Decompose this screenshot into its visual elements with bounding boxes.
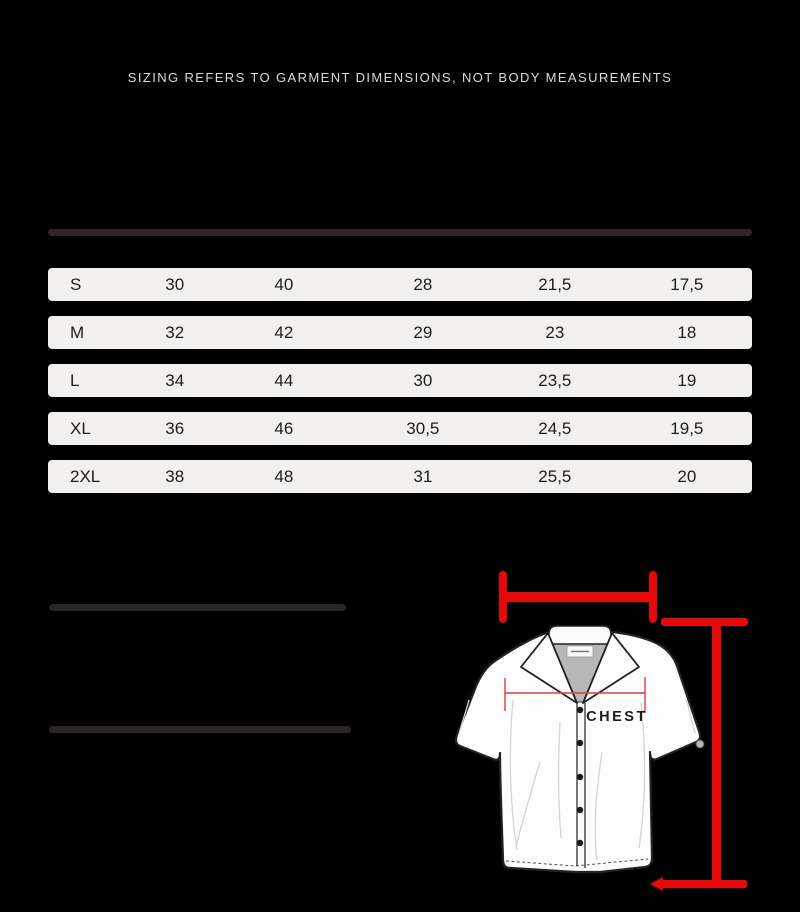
measurement-value: 48 <box>274 466 294 486</box>
note-divider-bottom <box>49 726 351 733</box>
measurement-value: 36 <box>165 418 185 438</box>
measurement-value: 19 <box>677 370 697 390</box>
sizing-disclaimer-text: SIZING REFERS TO GARMENT DIMENSIONS, NOT BODY MEASUREMENTS <box>127 70 673 85</box>
measurement-value: 30,5 <box>406 418 440 438</box>
measurement-value: 19,5 <box>670 418 704 438</box>
shirt-measurement-diagram <box>440 560 800 912</box>
length-arrowhead <box>650 877 663 891</box>
measurement-value: 20 <box>677 466 697 486</box>
measurement-value: 23,5 <box>538 370 572 390</box>
collar-band <box>549 626 611 644</box>
measurement-value: 21,5 <box>538 274 572 294</box>
measurement-value: 29 <box>413 322 433 342</box>
size-table <box>48 268 752 508</box>
measurement-value: 17,5 <box>670 274 704 294</box>
measurement-value: 30 <box>413 370 433 390</box>
measurement-value: 31 <box>413 466 433 486</box>
table-row <box>48 412 752 445</box>
chest-label: CHEST <box>586 709 648 725</box>
measurement-value: 23 <box>545 322 565 342</box>
measurement-value: 34 <box>165 370 185 390</box>
table-row <box>48 460 752 493</box>
measurement-value: 42 <box>274 322 294 342</box>
size-name: XL <box>70 418 91 438</box>
measurement-value: 46 <box>274 418 294 438</box>
table-header-divider <box>48 229 752 236</box>
table-row <box>48 364 752 397</box>
measurement-value: 24,5 <box>538 418 572 438</box>
measurement-value: 32 <box>165 322 185 342</box>
table-row <box>48 268 752 301</box>
sleeve-button <box>696 740 704 748</box>
measurement-value: 40 <box>274 274 294 294</box>
size-name: 2XL <box>70 466 101 486</box>
size-name: S <box>70 274 82 294</box>
shirt-illustration <box>456 626 704 872</box>
measurement-value: 18 <box>677 322 697 342</box>
width-measure-arrow <box>499 571 657 623</box>
size-name: M <box>70 322 85 342</box>
measurement-value: 25,5 <box>538 466 572 486</box>
measurement-value: 38 <box>165 466 185 486</box>
measurement-value: 28 <box>413 274 433 294</box>
size-name: L <box>70 370 80 390</box>
measurement-value: 44 <box>274 370 294 390</box>
note-divider-top <box>49 604 346 611</box>
measurement-value: 30 <box>165 274 185 294</box>
table-row <box>48 316 752 349</box>
